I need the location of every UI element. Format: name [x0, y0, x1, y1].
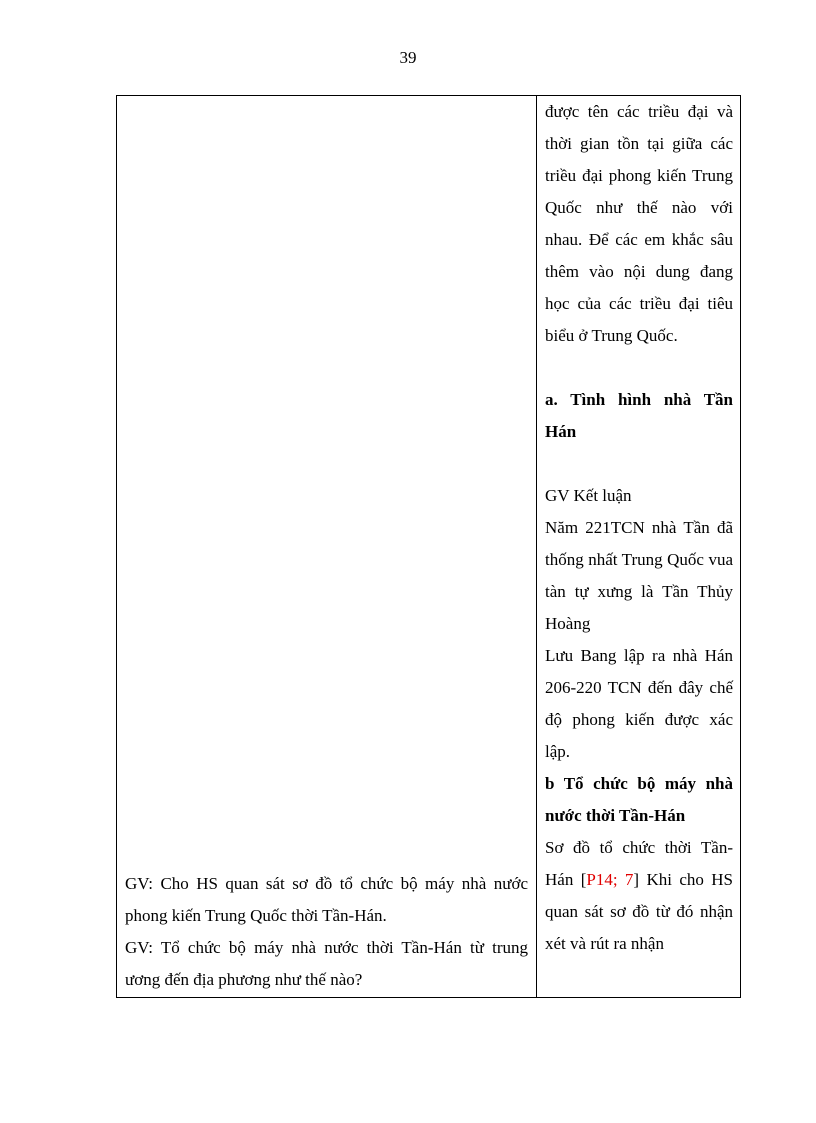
diagram-text-after: ] Khi cho HS quan sát sơ đồ từ đó nhận xét và rút ra nhận	[545, 870, 733, 953]
question-diagram: GV: Cho HS quan sát sơ đồ tổ chức bộ máy nhà nước phong kiến Trung Quốc thời Tần-Hán.	[125, 874, 528, 925]
page-number: 39	[399, 48, 417, 67]
lesson-table	[116, 95, 741, 998]
teacher-questions	[117, 868, 536, 996]
section-heading-b: b Tổ chức bộ máy nhà nước thời Tần-Hán	[545, 774, 733, 825]
spacer	[545, 448, 733, 480]
diagram-paragraph	[545, 832, 733, 960]
spacer	[545, 352, 733, 384]
conclusion-label: GV Kết luận	[545, 486, 632, 505]
intro-paragraph: được tên các triều đại và thời gian tồn tại giữa các triều đại phong kiến Trung Quốc như thế nào với nhau. Để các em khắc sâu thêm vào nội dung đang học của các triều đại tiêu biểu ở Trung Quốc.	[545, 102, 733, 345]
teacher-activity-column	[117, 96, 536, 997]
question-structure: GV: Tổ chức bộ máy nhà nước thời Tần-Hán từ trung ương đến địa phương như thế nào?	[125, 938, 528, 989]
diagram-text-before: Sơ đồ tổ chức thời Tần-Hán [	[545, 838, 733, 889]
content-column	[537, 96, 741, 997]
conclusion-paragraph-2: Lưu Bang lập ra nhà Hán 206-220 TCN đến đây chế độ phong kiến được xác lập.	[545, 646, 733, 761]
citation-reference: P14; 7	[586, 870, 634, 889]
section-heading-a: a. Tình hình nhà Tần Hán	[545, 390, 733, 441]
conclusion-paragraph-1: Năm 221TCN nhà Tần đã thống nhất Trung Quốc vua tàn tự xưng là Tần Thủy Hoàng	[545, 518, 733, 633]
